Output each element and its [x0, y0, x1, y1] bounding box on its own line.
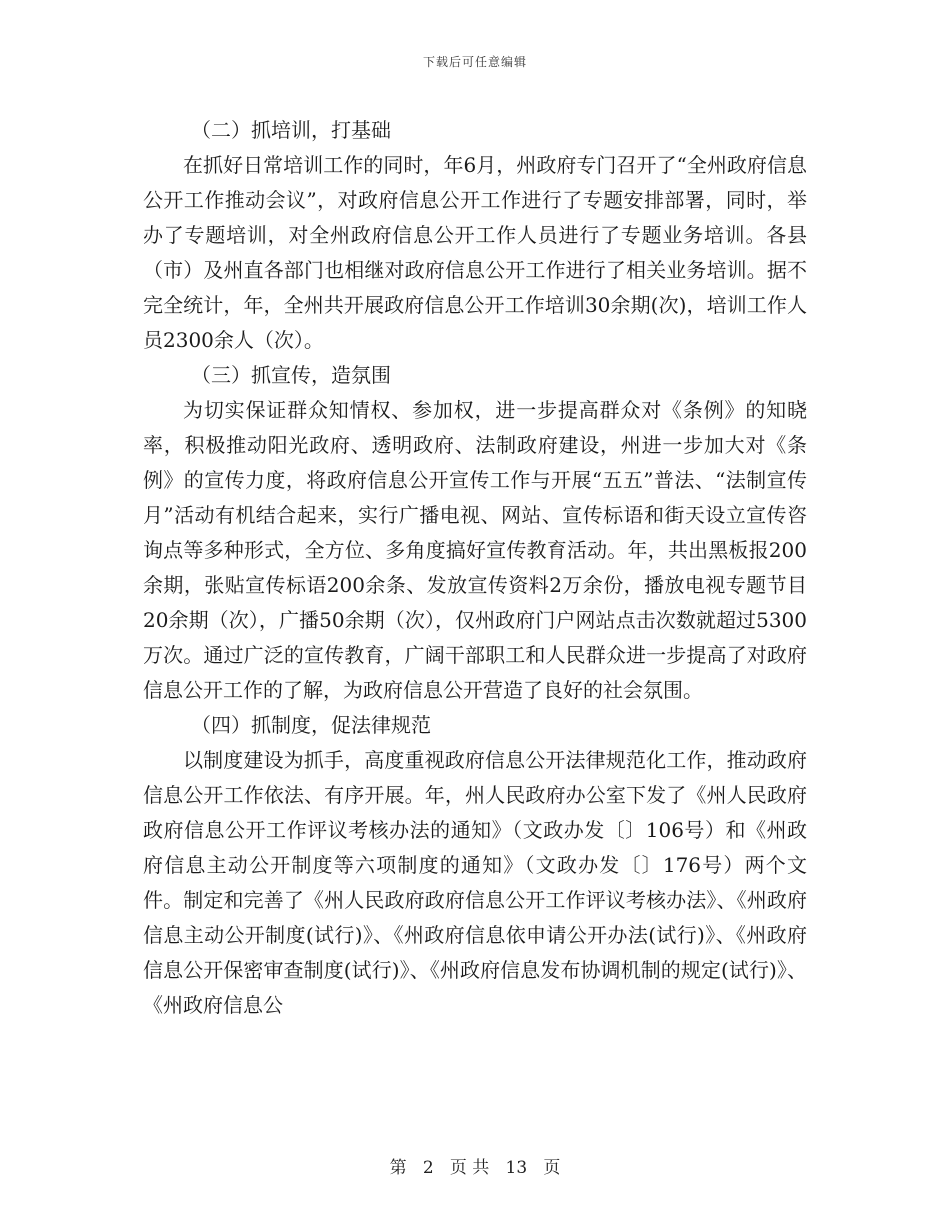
- section-heading-4: （四）抓制度，促法律规范: [191, 713, 431, 737]
- section-heading-3: （三）抓宣传，造氛围: [191, 363, 391, 387]
- page-footer: [0, 1153, 950, 1178]
- footer-suffix: 页: [543, 1158, 561, 1178]
- section-heading-2: （二）抓培训，打基础: [191, 118, 391, 142]
- footer-page-current: 2: [422, 1158, 434, 1178]
- document-body: [143, 113, 807, 1023]
- section-paragraph-4: 以制度建设为抓手，高度重视政府信息公开法律规范化工作，推动政府信息公开工作依法、有序开展。年，州人民政府办公室下发了《州人民政府政府信息公开工作评议考核办法的通知》（文政办发〔〕106号）和《州政府信息主动公开制度等六项制度的通知》（文政办发〔〕176号）两个文件。制定和完善了《州人民政府政府信息公开工作评议考核办法》、《州政府信息主动公开制度(试行)》、《州政府信息依申请公开办法(试行)》、《州政府信息公开保密审查制度(试行)》、《州政府信息发布协调机制的规定(试行)》、《州政府信息公: [143, 748, 807, 1017]
- footer-prefix: 第: [389, 1158, 407, 1178]
- footer-page-total: 13: [505, 1158, 528, 1178]
- section-paragraph-3: 为切实保证群众知情权、参加权，进一步提高群众对《条例》的知晓率，积极推动阳光政府、透明政府、法制政府建设，州进一步加大对《条例》的宣传力度，将政府信息公开宣传工作与开展“五五”普法、“法制宣传月”活动有机结合起来，实行广播电视、网站、宣传标语和街天设立宣传咨询点等多种形式，全方位、多角度搞好宣传教育活动。年，共出黑板报200余期，张贴宣传标语200余条、发放宣传资料2万余份，播放电视专题节目20余期（次），广播50余期（次），仅州政府门户网站点击次数就超过5300万次。通过广泛的宣传教育，广阔干部职工和人民群众进一步提高了对政府信息公开工作的了解，为政府信息公开营造了良好的社会氛围。: [143, 398, 807, 702]
- page-header: 下载后可任意编辑: [422, 55, 527, 69]
- footer-middle: 页 共: [449, 1158, 490, 1178]
- section-paragraph-2: 在抓好日常培训工作的同时，年6月，州政府专门召开了“全州政府信息公开工作推动会议”，对政府信息公开工作进行了专题安排部署，同时，举办了专题培训，对全州政府信息公开工作人员进行了专题业务培训。各县（市）及州直各部门也相继对政府信息公开工作进行了相关业务培训。据不完全统计，年，全州共开展政府信息公开工作培训30余期(次)，培训工作人员2300余人（次）。: [143, 153, 807, 352]
